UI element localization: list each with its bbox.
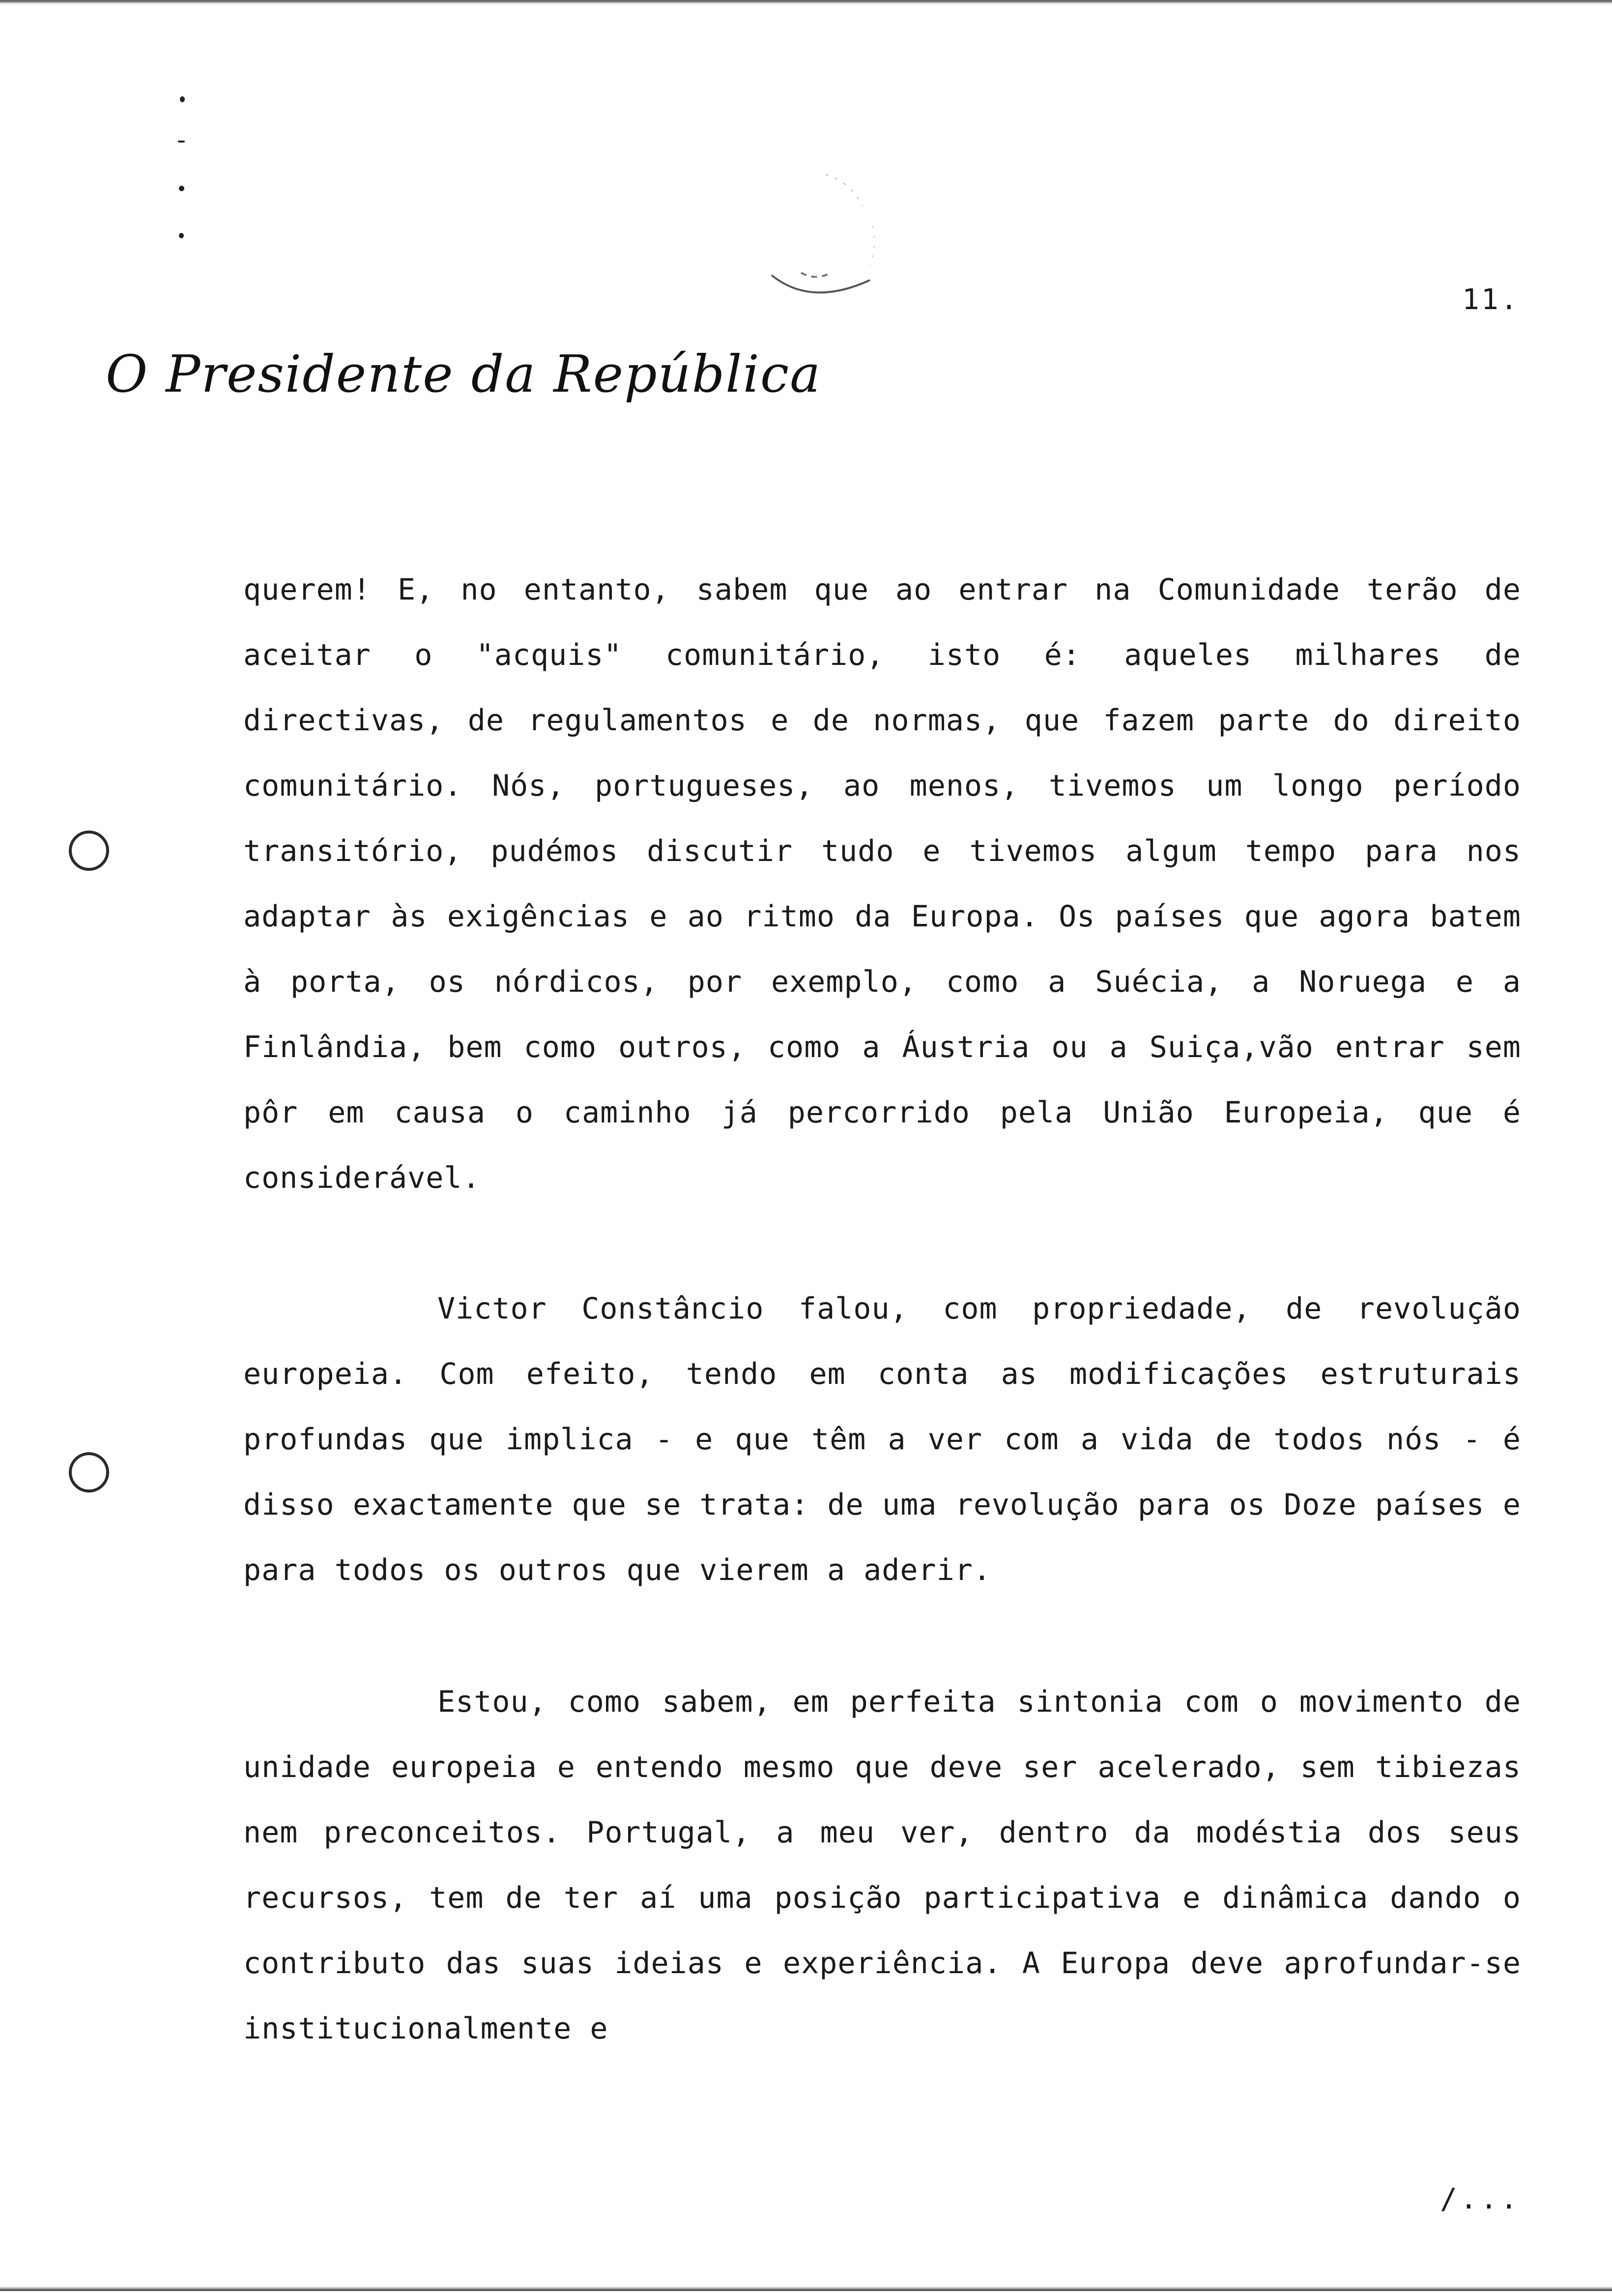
letterhead-title: O Presidente da República [106, 344, 822, 404]
page-bottom-edge [0, 2286, 1612, 2291]
punch-hole [69, 1452, 109, 1492]
margin-dot [179, 186, 184, 191]
body-paragraph: Victor Constâncio falou, com propriedade, de revolução europeia. Com efeito, tendo em conta as modificações estruturais profundas que implica - e que têm a ver com a vida de todos nós - é disso exactamente que se trata: de uma revolução para os Doze países e para todos os outros que vierem a aderir. [243, 1292, 1521, 1587]
margin-dot [180, 96, 185, 102]
body-paragraph: querem! E, no entanto, sabem que ao entrar na Comunidade terão de aceitar o "acquis" comunitário, isto é: aqueles milhares de directivas, de regulamentos e de normas, que fazem parte do direito comunitário. Nós, portugueses, ao menos, tivemos um longo período transitório, pudémos discutir tudo e tivemos algum tempo para nos adaptar às exigências e ao ritmo da Europa. Os países que agora batem à porta, os nórdicos, por exemplo, como a Suécia, a Noruega e a Finlândia, bem como outros, como a Áustria ou a Suiça,vão entrar sem pôr em causa o caminho já percorrido pela União Europeia, que é considerável. [243, 573, 1521, 1195]
continuation-mark: /... [1440, 2182, 1521, 2215]
margin-dash [178, 141, 185, 143]
page-top-edge [0, 0, 1612, 5]
faint-seal-stamp [727, 162, 894, 319]
punch-hole [69, 831, 109, 871]
margin-dot [179, 233, 184, 238]
page-number: 11. [1462, 283, 1520, 316]
body-paragraph: Estou, como sabem, em perfeita sintonia com o movimento de unidade europeia e entendo mesmo que deve ser acelerado, sem tibiezas nem preconceitos. Portugal, a meu ver, dentro da modéstia dos seus recursos, tem de ter aí uma posição participativa e dinâmica dando o contributo das suas ideias e experiência. A Europa deve aprofundar-se institucionalmente e [243, 1685, 1521, 2046]
